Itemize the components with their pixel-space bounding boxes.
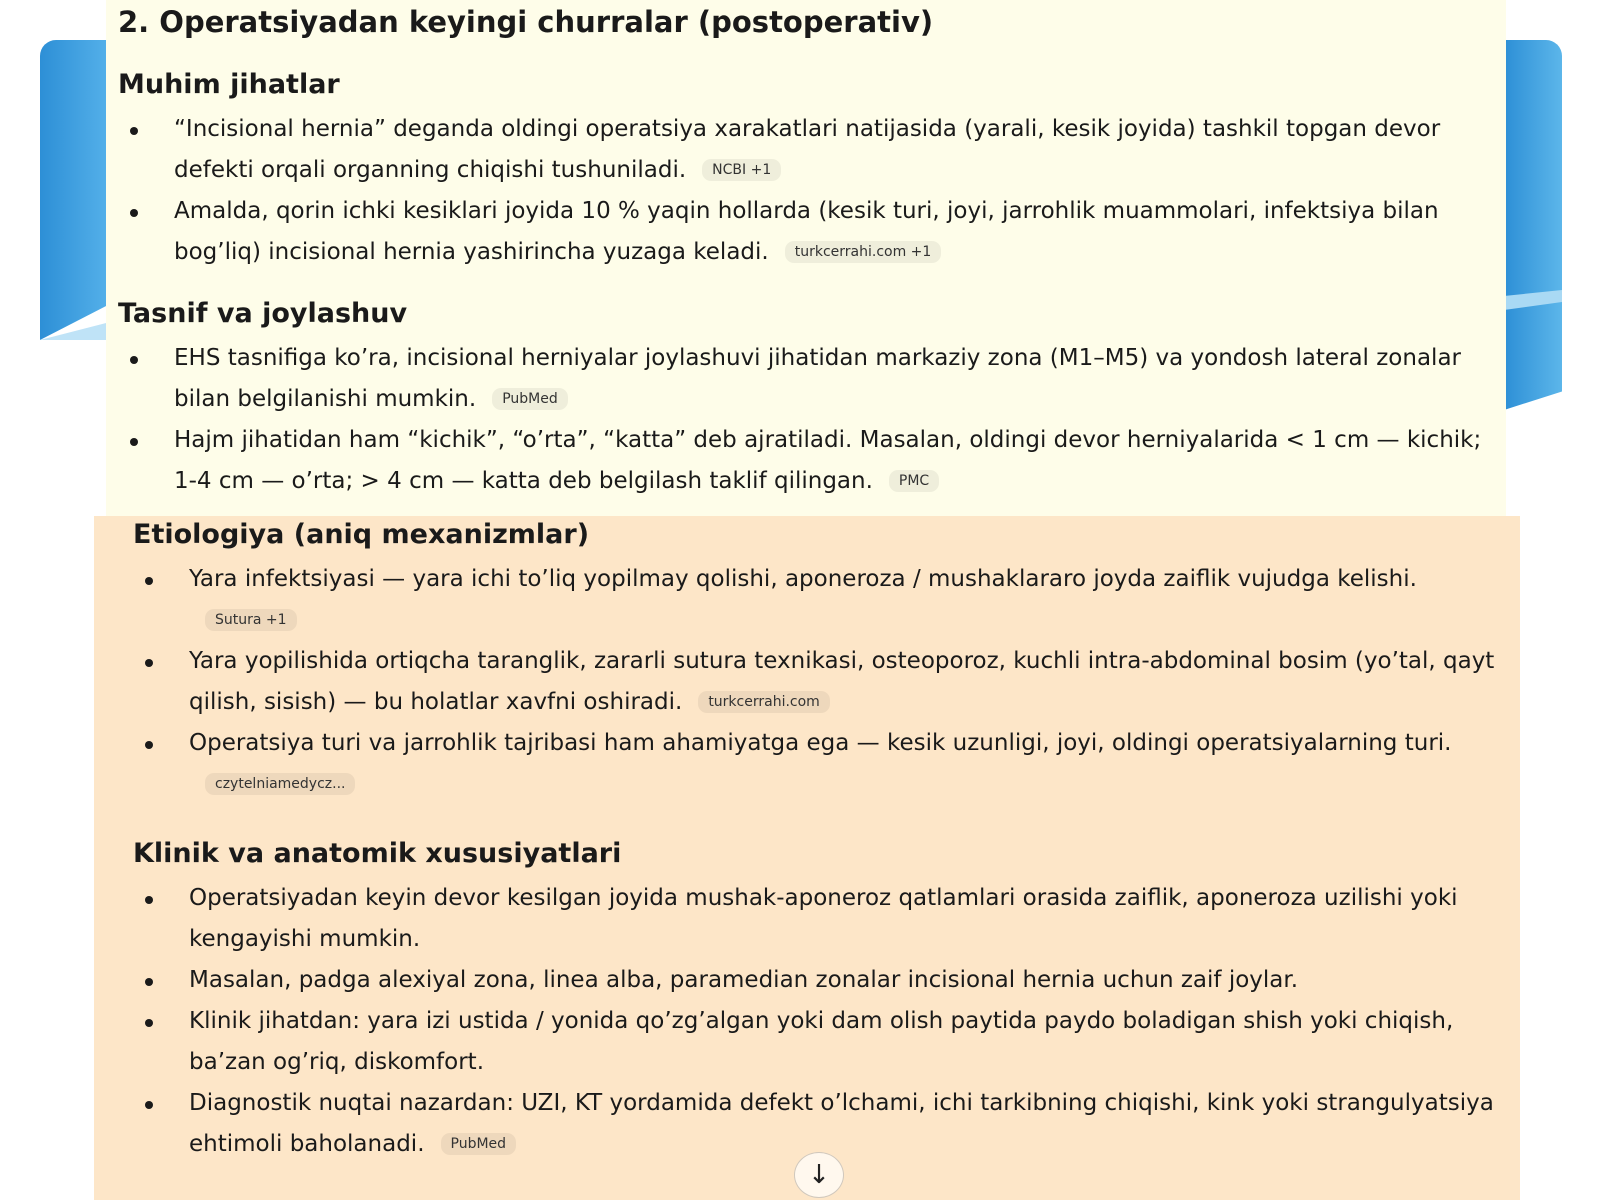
citation-chip[interactable]: Sutura +1 — [205, 609, 297, 631]
scroll-down-button[interactable] — [794, 1152, 844, 1198]
list-item-text: EHS tasnifiga ko’ra, incisional herniyalar joylashuvi jihatidan markaziy zona (M1–M5) va yondosh lateral zonalar bilan belgilanishi mumkin. — [174, 345, 1461, 412]
list-item — [118, 109, 1494, 191]
bullet-icon — [145, 577, 153, 585]
section-heading-klinik: Klinik va anatomik xususiyatlari — [133, 838, 622, 869]
bullet-icon — [145, 896, 153, 904]
list-item-text: Hajm jihatidan ham “kichik”, “o’rta”, “katta” deb ajratiladi. Masalan, oldingi devor herniyalarida < 1 cm — kichik; 1-4 cm — o’rta; > 4 cm — katta deb belgilash taklif qilingan. — [174, 427, 1482, 494]
citation-chip[interactable]: PMC — [889, 470, 939, 492]
citation-chip[interactable]: PubMed — [492, 388, 568, 410]
list-item — [133, 641, 1506, 723]
bullet-icon — [145, 659, 153, 667]
section-heading-muhim-jihatlar: Muhim jihatlar — [118, 69, 340, 100]
right-blue-decoration — [1504, 40, 1562, 410]
list-item-text: “Incisional hernia” deganda oldingi operatsiya xarakatlari natijasida (yarali, kesik joyida) tashkil topgan devor defekti orqali organning chiqishi tushuniladi. — [174, 116, 1441, 183]
citation-chip[interactable]: turkcerrahi.com — [698, 691, 830, 713]
citation-chip[interactable]: czytelniamedycz... — [205, 773, 355, 795]
bullet-icon — [130, 127, 138, 135]
list-item — [133, 723, 1506, 805]
list-item — [133, 559, 1506, 641]
list-item — [118, 420, 1494, 502]
bullet-list — [133, 559, 1506, 805]
citation-chip[interactable]: PubMed — [441, 1133, 517, 1155]
document-title: 2. Operatsiyadan keyingi churralar (postoperativ) — [118, 5, 934, 39]
list-item — [133, 960, 1506, 1001]
list-item — [133, 878, 1506, 960]
list-item-text: Amalda, qorin ichki kesiklari joyida 10 % yaqin hollarda (kesik turi, joyi, jarrohlik muammolari, infektsiya bilan bog’liq) incisional hernia yashirincha yuzaga keladi. — [174, 198, 1439, 265]
list-item-text: Operatsiya turi va jarrohlik tajribasi ham ahamiyatga ega — kesik uzunligi, joyi, oldingi operatsiyalarning turi. — [189, 730, 1452, 756]
list-item-text: Yara yopilishida ortiqcha taranglik, zararli sutura texnikasi, osteoporoz, kuchli intra-abdominal bosim (yo’tal, qayt qilish, sisish) — bu holatlar xavfni oshiradi. — [189, 648, 1495, 715]
list-item-text: Klinik jihatdan: yara izi ustida / yonida qo’zg’algan yoki dam olish paytida paydo boladigan shish yoki chiqish, ba’zan og’riq, diskomfort. — [189, 1008, 1454, 1075]
bullet-icon — [145, 741, 153, 749]
list-item — [118, 191, 1494, 273]
citation-chip[interactable]: NCBI +1 — [702, 159, 781, 181]
bullet-list — [133, 878, 1506, 1165]
bullet-icon — [130, 209, 138, 217]
bottom-content-panel — [94, 516, 1520, 1200]
bullet-icon — [130, 356, 138, 364]
list-item-text: Masalan, padga alexiyal zona, linea alba, paramedian zonalar incisional hernia uchun zaif joylar. — [189, 967, 1299, 993]
section-heading-etiologiya: Etiologiya (aniq mexanizmlar) — [133, 519, 590, 550]
bullet-list — [118, 109, 1494, 273]
list-item — [133, 1001, 1506, 1083]
citation-chip[interactable]: turkcerrahi.com +1 — [785, 241, 942, 263]
bullet-icon — [130, 438, 138, 446]
bullet-icon — [145, 978, 153, 986]
top-content-panel — [106, 0, 1506, 520]
bullet-icon — [145, 1019, 153, 1027]
arrow-down-icon: ↓ — [808, 1160, 830, 1190]
left-blue-decoration — [40, 40, 110, 340]
list-item-text: Operatsiyadan keyin devor kesilgan joyida mushak-aponeroz qatlamlari orasida zaiflik, aponeroza uzilishi yoki kengayishi mumkin. — [189, 885, 1458, 952]
section-heading-tasnif: Tasnif va joylashuv — [118, 298, 408, 329]
bullet-icon — [145, 1101, 153, 1109]
list-item — [118, 338, 1494, 420]
list-item-text: Diagnostik nuqtai nazardan: UZI, KT yordamida defekt o’lchami, ichi tarkibning chiqishi, kink yoki strangulyatsiya ehtimoli baholanadi. — [189, 1090, 1494, 1157]
list-item-text: Yara infektsiyasi — yara ichi to’liq yopilmay qolishi, aponeroza / mushaklararo joyda zaiflik vujudga kelishi. — [189, 566, 1417, 592]
bullet-list — [118, 338, 1494, 502]
